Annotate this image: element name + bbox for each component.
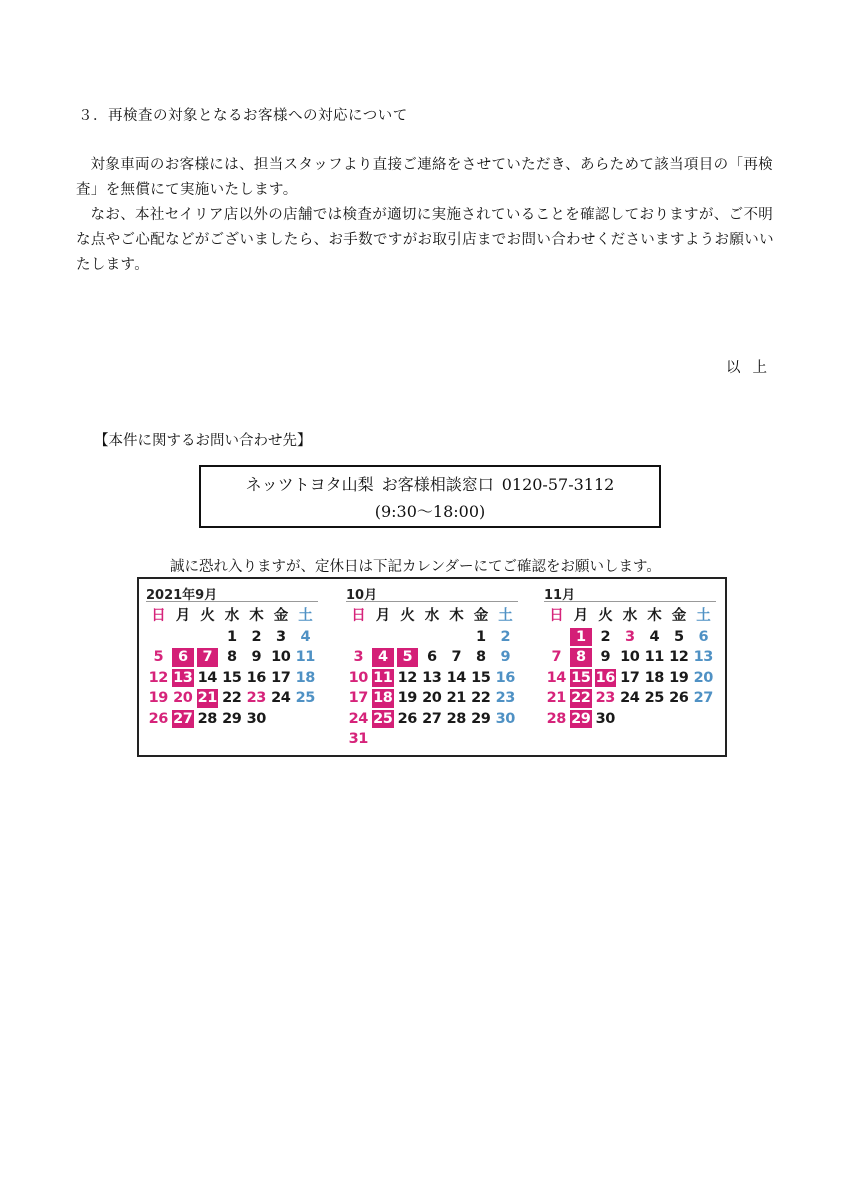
empty-cell bbox=[171, 627, 196, 648]
calendar-day: 9 bbox=[600, 649, 611, 665]
calendar-day: 21 bbox=[546, 690, 566, 706]
calendar-day: 3 bbox=[624, 628, 635, 645]
calendar-day: 3 bbox=[353, 649, 364, 665]
calendar-day: 26 bbox=[148, 710, 168, 727]
weekday-header: 土 bbox=[696, 608, 711, 624]
calendar-day: 13 bbox=[693, 649, 713, 665]
closed-day: 4 bbox=[372, 648, 394, 667]
calendar-day: 19 bbox=[669, 669, 689, 686]
closed-day: 15 bbox=[571, 669, 591, 686]
calendar-day: 4 bbox=[649, 628, 660, 645]
section-heading: ３．再検査の対象となるお客様への対応について bbox=[78, 108, 408, 124]
month-october bbox=[346, 584, 518, 750]
closing-text: 以上 bbox=[726, 360, 779, 376]
calendar-day: 24 bbox=[620, 690, 640, 706]
weekday-header: 金 bbox=[671, 608, 686, 624]
calendar-day: 22 bbox=[471, 690, 491, 706]
paragraph-2: なお、本社セイリア店以外の店舗では検査が適切に実施されていることを確認しておりますが、ご不明な点やご心配などがございましたら、お手数ですがお取引店までお問い合わせくださいますようお願いいたします。 bbox=[76, 207, 774, 273]
calendar-day: 8 bbox=[226, 649, 237, 665]
closed-day: 13 bbox=[173, 669, 193, 686]
calendar-day: 16 bbox=[495, 669, 515, 686]
calendar-day: 18 bbox=[295, 669, 315, 686]
calendar-day: 27 bbox=[422, 710, 442, 727]
calendar-day: 24 bbox=[271, 690, 291, 706]
calendar-day: 14 bbox=[546, 669, 566, 686]
empty-cell bbox=[346, 627, 371, 648]
closed-day: 29 bbox=[571, 710, 591, 727]
calendar-day: 30 bbox=[495, 710, 515, 727]
weekday-header: 水 bbox=[622, 608, 637, 624]
calendar-day: 29 bbox=[471, 710, 491, 727]
calendar-day: 28 bbox=[546, 710, 566, 727]
calendar-day: 5 bbox=[153, 649, 164, 665]
empty-cell bbox=[420, 627, 445, 648]
calendar-day: 11 bbox=[644, 649, 664, 665]
calendar-day: 24 bbox=[348, 710, 368, 727]
empty-cell bbox=[371, 627, 396, 648]
paragraph-1: 対象車両のお客様には、担当スタッフより直接ご連絡をさせていただき、あらためて該当項目の「再検査」を無償にて実施いたします。 bbox=[76, 157, 774, 198]
closed-day: 6 bbox=[172, 648, 194, 667]
calendar-day: 29 bbox=[222, 710, 242, 727]
calendar-day: 11 bbox=[295, 649, 315, 665]
weekday-header: 水 bbox=[224, 608, 239, 624]
calendar-day: 28 bbox=[446, 710, 466, 727]
calendar-day: 26 bbox=[669, 690, 689, 706]
calendar-day: 1 bbox=[226, 628, 237, 645]
calendar-day: 17 bbox=[271, 669, 291, 686]
calendar-day: 12 bbox=[397, 669, 417, 686]
weekday-header: 日 bbox=[151, 608, 166, 624]
calendar-day: 23 bbox=[595, 690, 615, 706]
month-title: 11月 bbox=[544, 584, 716, 602]
calendar-day: 23 bbox=[246, 690, 266, 706]
calendar-day: 6 bbox=[426, 649, 437, 665]
calendar-day: 2 bbox=[251, 628, 262, 645]
holiday-calendar bbox=[137, 577, 727, 757]
weekday-header: 火 bbox=[598, 608, 613, 624]
contact-box bbox=[199, 465, 661, 528]
calendar-day: 10 bbox=[271, 649, 291, 665]
weekday-header: 火 bbox=[400, 608, 415, 624]
month-title: 10月 bbox=[346, 584, 518, 602]
calendar-day: 25 bbox=[644, 690, 664, 706]
month-grid bbox=[346, 606, 518, 750]
calendar-day: 26 bbox=[397, 710, 417, 727]
weekday-header: 日 bbox=[549, 608, 564, 624]
closed-day: 18 bbox=[373, 690, 393, 706]
weekday-header: 火 bbox=[200, 608, 215, 624]
weekday-header: 月 bbox=[175, 608, 190, 624]
calendar-day: 27 bbox=[693, 690, 713, 706]
closed-day: 16 bbox=[595, 669, 615, 686]
calendar-day: 8 bbox=[475, 649, 486, 665]
calendar-day: 2 bbox=[500, 628, 511, 645]
calendar-day: 30 bbox=[246, 710, 266, 727]
empty-cell bbox=[544, 627, 569, 648]
empty-cell bbox=[444, 627, 469, 648]
calendar-day: 15 bbox=[471, 669, 491, 686]
calendar-day: 10 bbox=[620, 649, 640, 665]
weekday-header: 土 bbox=[498, 608, 513, 624]
weekday-header: 木 bbox=[249, 608, 264, 624]
calendar-day: 13 bbox=[422, 669, 442, 686]
weekday-header: 金 bbox=[273, 608, 288, 624]
empty-cell bbox=[395, 627, 420, 648]
calendar-day: 9 bbox=[500, 649, 511, 665]
calendar-day: 28 bbox=[197, 710, 217, 727]
calendar-day: 9 bbox=[251, 649, 262, 665]
calendar-day: 19 bbox=[397, 690, 417, 706]
calendar-day: 4 bbox=[300, 628, 311, 645]
closed-day: 1 bbox=[570, 628, 592, 647]
calendar-day: 6 bbox=[698, 628, 709, 645]
calendar-day: 20 bbox=[173, 690, 193, 706]
weekday-header: 月 bbox=[375, 608, 390, 624]
calendar-day: 17 bbox=[348, 690, 368, 706]
weekday-header: 木 bbox=[647, 608, 662, 624]
calendar-day: 30 bbox=[595, 710, 615, 727]
weekday-header: 土 bbox=[298, 608, 313, 624]
empty-cell bbox=[195, 627, 220, 648]
business-hours: (9:30〜18:00) bbox=[374, 502, 486, 521]
phone-number[interactable]: 0120-57-3112 bbox=[501, 475, 615, 494]
calendar-day: 3 bbox=[275, 628, 286, 645]
calendar-day: 19 bbox=[148, 690, 168, 706]
weekday-header: 月 bbox=[573, 608, 588, 624]
calendar-day: 10 bbox=[348, 669, 368, 686]
closed-day: 27 bbox=[173, 710, 193, 727]
calendar-day: 20 bbox=[693, 669, 713, 686]
month-title: 2021年9月 bbox=[146, 584, 318, 602]
calendar-day: 20 bbox=[422, 690, 442, 706]
calendar-day: 1 bbox=[475, 628, 486, 645]
month-grid bbox=[544, 606, 716, 729]
calendar-note: 誠に恐れ入りますが、定休日は下記カレンダーにてご確認をお願いします。 bbox=[170, 559, 661, 575]
closed-day: 21 bbox=[197, 690, 217, 706]
weekday-header: 金 bbox=[473, 608, 488, 624]
calendar-day: 21 bbox=[446, 690, 466, 706]
contact-line bbox=[201, 471, 659, 498]
calendar-day: 14 bbox=[197, 669, 217, 686]
dealer-name: ネッツトヨタ山梨 bbox=[245, 475, 374, 494]
calendar-day: 12 bbox=[148, 669, 168, 686]
calendar-day: 16 bbox=[246, 669, 266, 686]
month-november bbox=[544, 584, 716, 729]
weekday-header: 木 bbox=[449, 608, 464, 624]
calendar-day: 2 bbox=[600, 628, 611, 645]
calendar-day: 7 bbox=[551, 649, 562, 665]
weekday-header: 水 bbox=[424, 608, 439, 624]
empty-cell bbox=[146, 627, 171, 648]
closed-day: 7 bbox=[197, 648, 219, 667]
closed-day: 25 bbox=[373, 710, 393, 727]
calendar-day: 7 bbox=[451, 649, 462, 665]
calendar-day: 23 bbox=[495, 690, 515, 706]
calendar-day: 18 bbox=[644, 669, 664, 686]
month-september bbox=[146, 584, 318, 729]
month-grid bbox=[146, 606, 318, 729]
calendar-day: 17 bbox=[620, 669, 640, 686]
contact-label: 【本件に関するお問い合わせ先】 bbox=[94, 433, 312, 449]
calendar-day: 22 bbox=[222, 690, 242, 706]
calendar-day: 15 bbox=[222, 669, 242, 686]
weekday-header: 日 bbox=[351, 608, 366, 624]
closed-day: 5 bbox=[397, 648, 419, 667]
desk-name: お客様相談窓口 bbox=[381, 475, 494, 494]
calendar-day: 14 bbox=[446, 669, 466, 686]
calendar-day: 25 bbox=[295, 690, 315, 706]
closed-day: 22 bbox=[571, 690, 591, 706]
calendar-day: 31 bbox=[348, 731, 368, 747]
closed-day: 11 bbox=[373, 669, 393, 686]
closed-day: 8 bbox=[570, 648, 592, 667]
calendar-day: 5 bbox=[673, 628, 684, 645]
body-text bbox=[76, 153, 776, 278]
calendar-day: 12 bbox=[669, 649, 689, 665]
